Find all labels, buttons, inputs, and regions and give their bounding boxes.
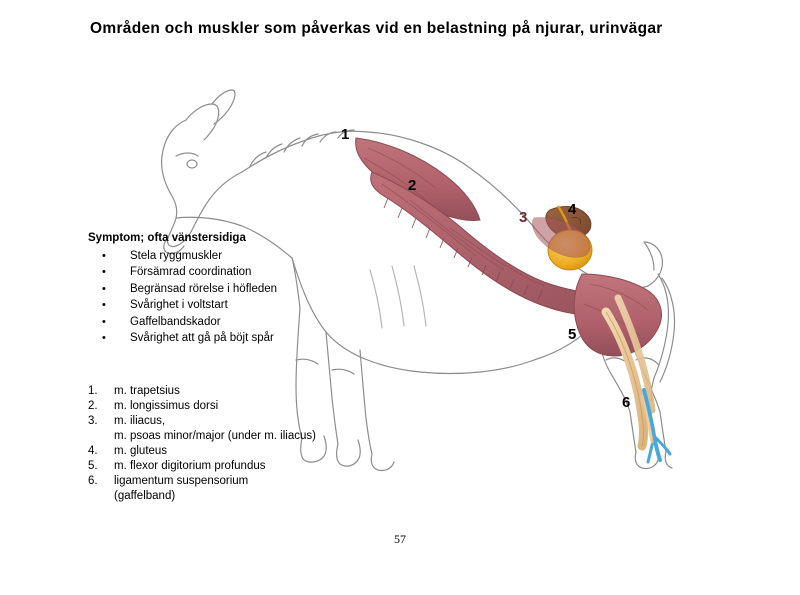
symptom-item <box>88 300 388 312</box>
callout-4: 4 <box>568 201 577 218</box>
legend-row-continuation <box>88 430 418 442</box>
legend-text: m. longissimus dorsi <box>114 400 219 412</box>
legend-row <box>88 460 418 472</box>
callout-2: 2 <box>408 177 417 194</box>
legend-text: ligamentum suspensorium <box>114 475 249 487</box>
callout-3: 3 <box>519 209 528 226</box>
symptom-heading: Symptom; ofta vänstersidiga <box>88 232 246 244</box>
symptom-list <box>88 251 388 345</box>
bullet-icon: • <box>102 266 106 278</box>
legend-text: m. psoas minor/major (under m. iliacus) <box>114 430 316 442</box>
legend-number: 2. <box>88 400 98 412</box>
legend-row <box>88 475 418 487</box>
symptom-text: Svårighet i voltstart <box>130 299 228 311</box>
bullet-icon: • <box>102 249 106 262</box>
symptom-item <box>88 333 388 345</box>
legend-row <box>88 385 418 397</box>
page-title: Områden och muskler som påverkas vid en belastning på njurar, urinvägar <box>90 20 663 37</box>
symptom-text: Stela ryggmuskler <box>130 249 223 262</box>
callout-6: 6 <box>622 394 631 411</box>
bullet-icon: • <box>102 332 106 344</box>
legend-text: (gaffelband) <box>114 490 176 502</box>
symptom-text: Svårighet att gå på böjt spår <box>130 332 274 344</box>
symptom-item <box>88 284 388 296</box>
page-number: 57 <box>394 532 406 546</box>
bullet-icon: • <box>102 315 106 328</box>
legend-text: m. trapetsius <box>114 385 180 397</box>
callout-5: 5 <box>568 326 577 343</box>
bullet-icon: • <box>102 282 106 295</box>
symptom-item <box>88 317 388 329</box>
muscle-legend <box>88 385 418 505</box>
legend-text: m. iliacus, <box>114 415 166 427</box>
legend-number: 4. <box>88 445 98 457</box>
callout-1: 1 <box>341 126 350 143</box>
symptom-text: Gaffelbandskador <box>130 315 221 328</box>
legend-number: 1. <box>88 385 98 397</box>
legend-row <box>88 415 418 427</box>
symptom-text: Försämrad coordination <box>130 266 252 278</box>
symptom-item <box>88 251 388 263</box>
legend-number: 3. <box>88 415 98 427</box>
symptom-item <box>88 267 388 279</box>
legend-row-continuation <box>88 490 418 502</box>
symptom-block <box>88 233 388 350</box>
legend-number: 6. <box>88 475 98 487</box>
legend-number: 5. <box>88 460 98 472</box>
legend-text: m. flexor digitorium profundus <box>114 460 266 472</box>
legend-row <box>88 400 418 412</box>
legend-text: m. gluteus <box>114 445 168 457</box>
bullet-icon: • <box>102 299 106 311</box>
symptom-text: Begränsad rörelse i höfleden <box>130 282 278 295</box>
legend-row <box>88 445 418 457</box>
